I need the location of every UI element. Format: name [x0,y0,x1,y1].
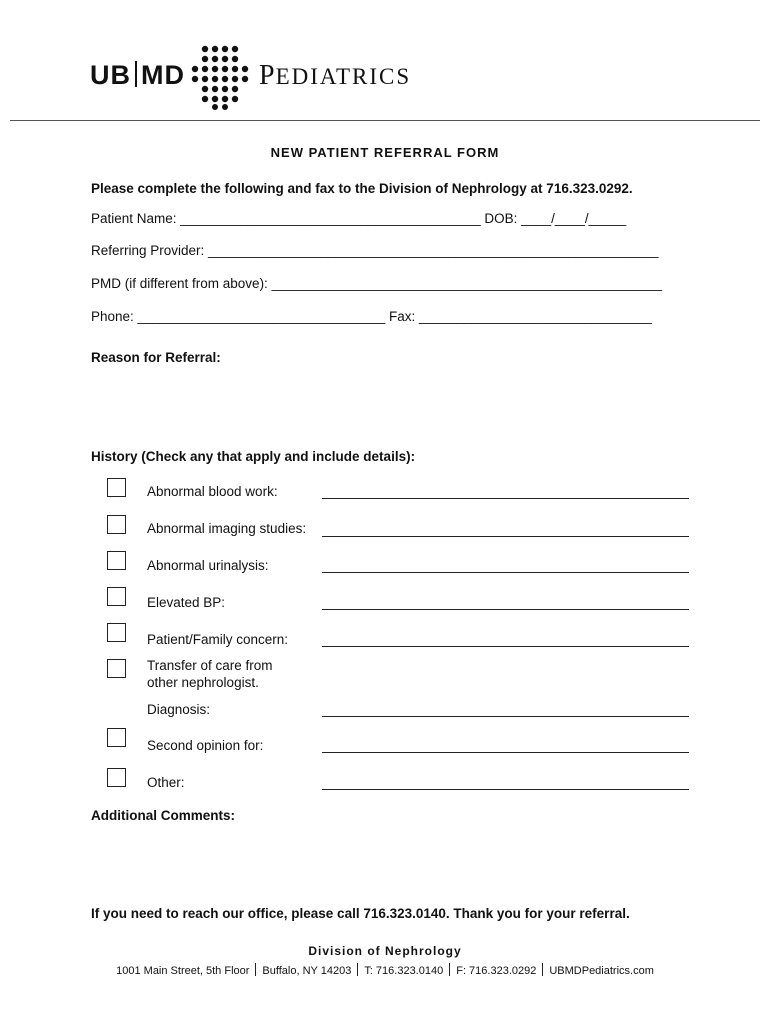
form-title: NEW PATIENT REFERRAL FORM [270,145,500,160]
detail-line-other[interactable] [322,789,689,790]
footer-separator [542,963,543,976]
checkbox-abnormal-blood-work[interactable] [107,478,126,497]
history-label: History (Check any that apply and include details): [91,449,416,464]
checkbox-abnormal-imaging[interactable] [107,515,126,534]
footer-address: 1001 Main Street, 5th Floor [116,965,250,977]
logo-wordmark-pediatrics [259,61,411,92]
logo-wordmark-ubmd [90,60,185,90]
checkbox-transfer-of-care[interactable] [107,659,126,678]
logo-md-text: MD [141,60,185,90]
dot-grid-logo-icon [187,44,251,110]
checkbox-elevated-bp[interactable] [107,587,126,606]
checkbox-patient-family-concern[interactable] [107,623,126,642]
diagnosis-label: Diagnosis: [147,702,211,717]
history-item-label: Other: [147,775,185,790]
detail-line-abnormal-blood-work[interactable] [322,498,689,499]
history-item-label: Patient/Family concern: [147,632,289,647]
detail-line-elevated-bp[interactable] [322,609,689,610]
footer-website[interactable]: UBMDPediatrics.com [549,965,654,977]
detail-line-patient-family-concern[interactable] [322,646,689,647]
checkbox-second-opinion[interactable] [107,728,126,747]
detail-line-diagnosis[interactable] [322,716,689,717]
detail-line-second-opinion[interactable] [322,752,689,753]
checkbox-other[interactable] [107,768,126,787]
logo-divider [135,61,137,87]
header-divider [10,120,760,121]
patient-name-dob-field[interactable]: Patient Name: ________________________________________ DOB: ____/____/_____ [91,211,627,226]
footer-phone: T: 716.323.0140 [364,965,444,977]
footer-separator [357,963,358,976]
phone-fax-field[interactable]: Phone: _________________________________ Fax: _______________________________ [91,309,652,324]
history-item-label: Abnormal urinalysis: [147,558,269,573]
footer-separator [255,963,256,976]
checkbox-abnormal-urinalysis[interactable] [107,551,126,570]
footer-separator [449,963,450,976]
detail-line-abnormal-urinalysis[interactable] [322,572,689,573]
logo-pediatrics-rest: EDIATRICS [275,64,412,89]
history-item-label: Abnormal blood work: [147,484,278,499]
footer-fax: F: 716.323.0292 [456,965,537,977]
history-item-label: Elevated BP: [147,595,226,610]
logo-pediatrics-initial: P [259,60,276,91]
history-item-label: Transfer of care from other nephrologist. [147,658,273,690]
closing-statement: If you need to reach our office, please call 716.323.0140. Thank you for your referral. [91,906,630,921]
footer-city: Buffalo, NY 14203 [262,965,352,977]
additional-comments-label: Additional Comments: [91,808,235,823]
footer-contact [0,963,770,977]
history-item-label: Second opinion for: [147,738,264,753]
history-item-label: Abnormal imaging studies: [147,521,307,536]
form-instructions: Please complete the following and fax to the Division of Nephrology at 716.323.0292. [91,181,633,196]
footer-division: Division of Nephrology [308,944,462,958]
detail-line-abnormal-imaging[interactable] [322,536,689,537]
referring-provider-field[interactable]: Referring Provider: ____________________________________________________________ [91,243,659,258]
pmd-field[interactable]: PMD (if different from above): ____________________________________________________ [91,276,662,291]
reason-for-referral-label: Reason for Referral: [91,350,221,365]
logo-ub-text: UB [90,60,131,90]
